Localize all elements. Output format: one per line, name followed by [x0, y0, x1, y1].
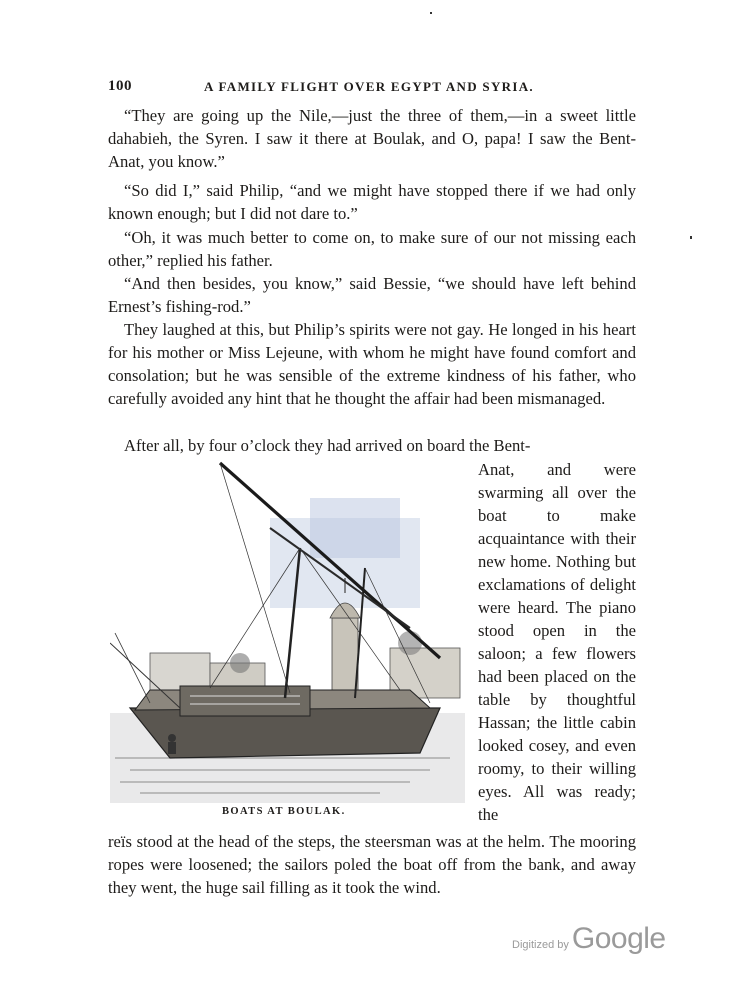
paragraph-4: “And then besides, you know,” said Bessie, “we should have left behind Ernest’s fishing-rod.” — [108, 274, 636, 316]
paragraph-6-line-1: After all, by four o’clock they had arrived on board the Bent- — [124, 436, 531, 455]
scan-speck — [690, 236, 692, 239]
boats-at-boulak-illustration — [110, 458, 465, 803]
page-header — [108, 78, 636, 100]
google-logo: Google — [571, 922, 666, 955]
paragraph-2: “So did I,” said Philip, “and we might have stopped there if we had only known enough; but I did not dare to.” — [108, 181, 636, 223]
watermark-prefix: Digitized by — [512, 939, 569, 951]
paragraph-6-wrapped-text: Anat, and were swarming all over the boat to make acquaintance with their new home. Nothing but exclamations of delight were heard. The piano stood open in the saloon; a few flowers had been placed on the table by thoughtful Hassan; the little cabin looked cosey, and even roomy, to their willing eyes. All was ready; the — [478, 460, 636, 824]
paragraph-3: “Oh, it was much better to come on, to make sure of our not missing each other,” replied his father. — [108, 228, 636, 270]
paragraph-6-end: reïs stood at the head of the steps, the steersman was at the helm. The mooring ropes were loosened; the sailors poled the boat off from the bank, and away they went, the huge sail filling as it took the wind. — [108, 832, 636, 897]
scan-speck — [430, 12, 432, 14]
paragraph-1: “They are going up the Nile,—just the three of them,—in a sweet little dahabieh, the Syren. I saw it there at Boulak, and O, papa! I saw the Bent-Anat, you know.” — [108, 106, 636, 171]
paragraph-5: They laughed at this, but Philip’s spirits were not gay. He longed in his heart for his mother or Miss Lejeune, with whom he might have found comfort and consolation; but he was sensible of the extreme kindness of his father, who carefully avoided any hint that he thought the affair had been mismanaged. — [108, 320, 636, 408]
digitized-by-google-watermark — [512, 922, 666, 956]
page-number: 100 — [108, 78, 132, 94]
figure-caption: BOATS AT BOULAK. — [222, 806, 346, 817]
running-head: A FAMILY FLIGHT OVER EGYPT AND SYRIA. — [204, 79, 534, 94]
